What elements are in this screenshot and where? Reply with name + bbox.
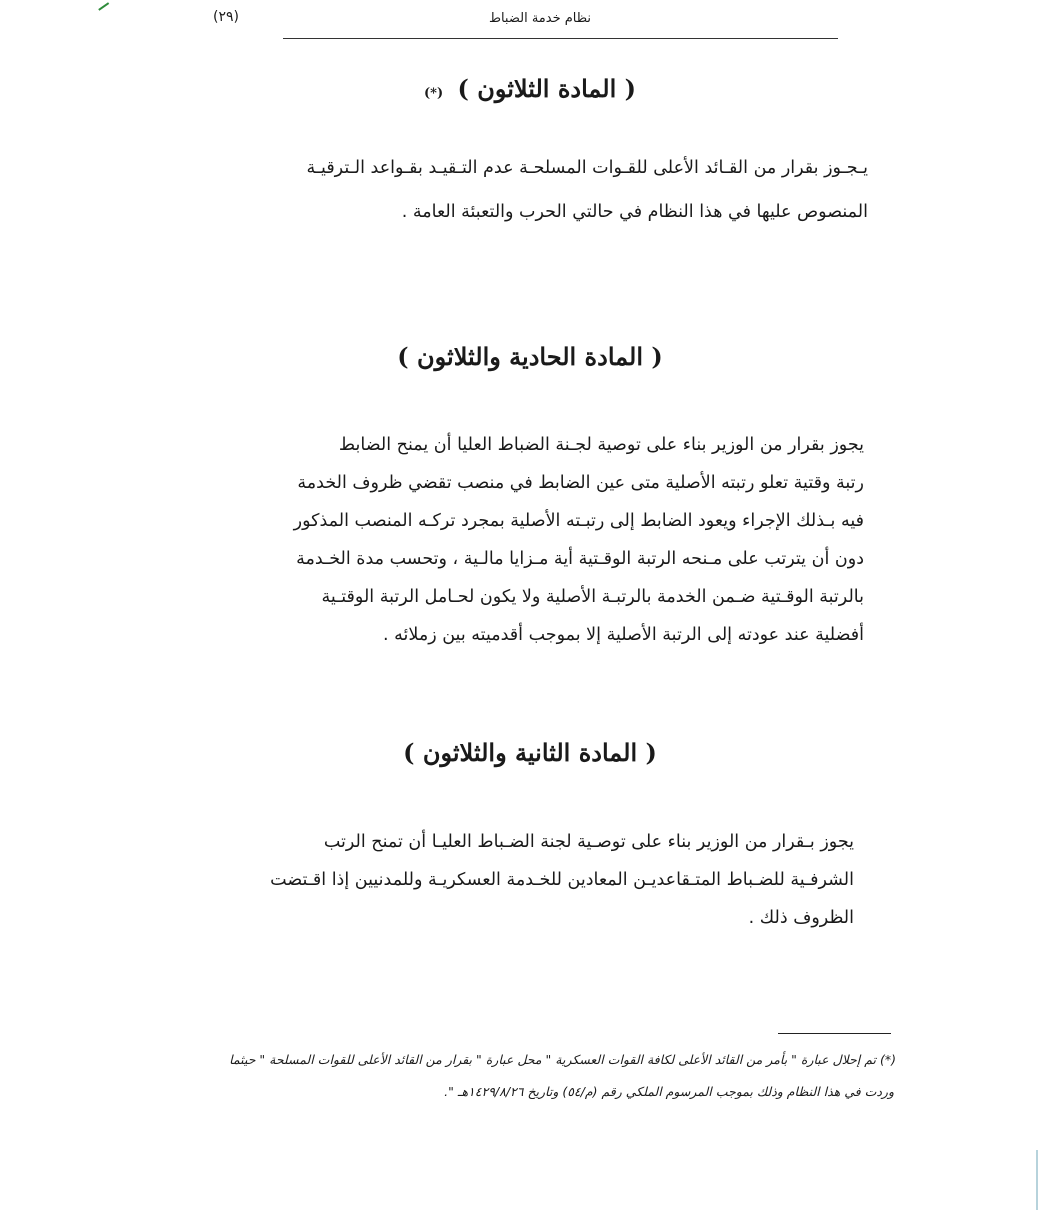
body-line: يجوز بقرار من الوزير بناء على توصية لجـنة الضباط العليا أن يمنح الضابط [338, 435, 864, 455]
body-line: بالرتبة الوقـتية ضـمن الخدمة بالرتبـة الأصلية ولا يكون لحـامل الرتبة الوقتـية [321, 587, 864, 607]
body-line: الظروف ذلك . [748, 908, 854, 928]
article-heading-text: ( المادة الحادية والثلاثون ) [397, 342, 663, 371]
footnote-rule [778, 1033, 891, 1034]
article-31-body [184, 435, 864, 665]
body-line: يجوز بـقرار من الوزير بناء على توصـية لجنة الضـباط العليـا أن تمنح الرتب [323, 832, 854, 852]
page-number: (٢٩) [213, 9, 239, 25]
body-line: أفضلية عند عودته إلى الرتبة الأصلية إلا بموجب أقدميته بين زملائه . [383, 625, 864, 645]
body-line: المنصوص عليها في هذا النظام في حالتي الحرب والتعبئة العامة . [401, 202, 868, 222]
article-30-heading [150, 74, 910, 103]
footnote-line: وردت في هذا النظام وذلك بموجب المرسوم الملكي رقم (م/٥٤) وتاريخ ١٤٢٩/٨/٢٦هـ ". [444, 1084, 894, 1099]
article-32-heading [150, 738, 910, 767]
body-line: الشرفـية للضـباط المتـقاعديـن المعادين للخـدمة العسكريـة وللمدنيين إذا اقـتضت [270, 870, 854, 890]
running-header-title: نظام خدمة الضباط [488, 11, 592, 26]
footnote-marker: (*) [424, 86, 444, 101]
article-32-body [184, 832, 854, 942]
scan-edge-mark [1036, 1150, 1038, 1210]
footnote-line: (*) تم إحلال عبارة " بأمر من القائد الأعلى لكافة القوات العسكرية " محل عبارة " بقرار من القائد الأعلى للقوات المسلحة " حيثما [229, 1052, 896, 1067]
article-heading-text: ( المادة الثانية والثلاثون ) [403, 738, 657, 767]
article-31-heading [150, 342, 910, 371]
body-line: فيه بـذلك الإجراء ويعود الضابط إلى رتبـته الأصلية بمجرد تركـه المنصب المذكور [293, 511, 864, 531]
body-line: دون أن يترتب على مـنحه الرتبة الوقـتية أية مـزايا مالـية ، وتحسب مدة الخـدمة [296, 549, 864, 569]
body-line: يـجـوز بقرار من القـائد الأعلى للقـوات المسلحـة عدم التـقيـد بقـواعد الـترقيـة [306, 158, 868, 178]
header-rule [283, 38, 838, 39]
article-heading-text: ( المادة الثلاثون ) [457, 74, 636, 103]
corner-mark [95, 0, 109, 11]
article-30-body [218, 158, 868, 238]
body-line: رتبة وقتية تعلو رتبته الأصلية متى عين الضابط في منصب تقضي ظروف الخدمة [297, 473, 864, 493]
